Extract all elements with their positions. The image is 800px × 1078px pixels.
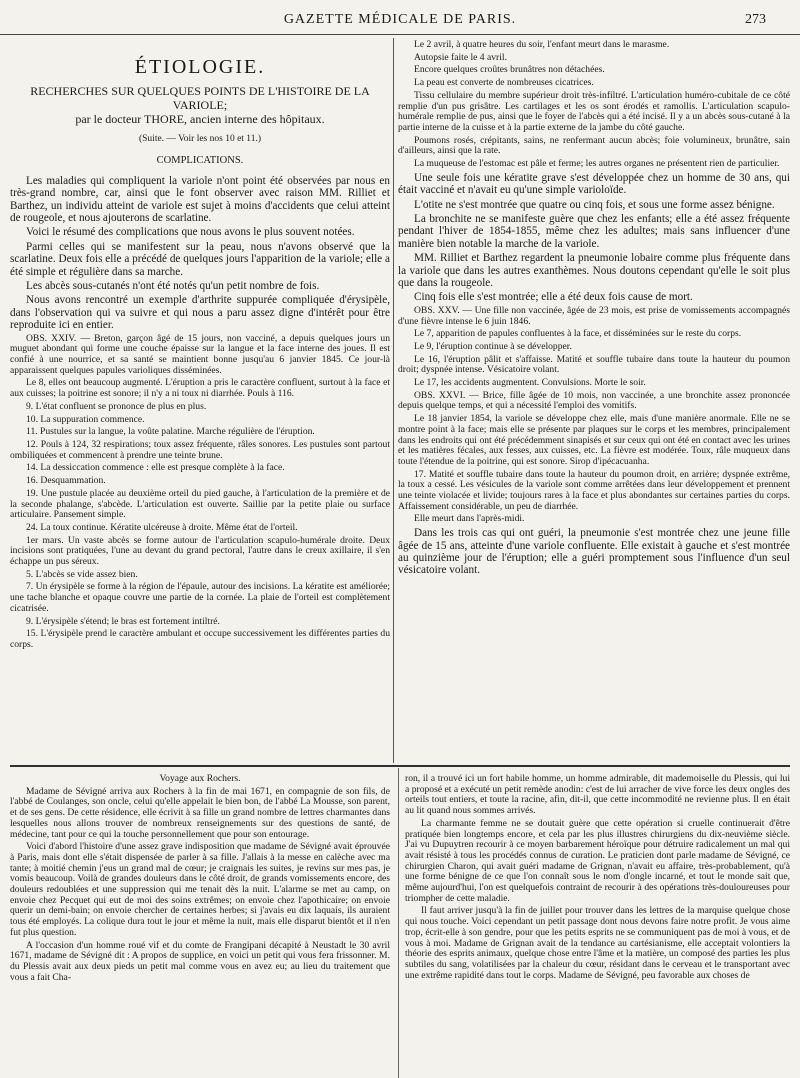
paragraph: Les abcès sous-cutanés n'ont été notés qu'un petit nombre de fois. [26,280,320,293]
paragraph: Le 8, elles ont beaucoup augmenté. L'éruption a pris le caractère confluent, surtout à la face et aux cuisses; la poitrine est sonore; il n'y a ni toux ni diarrhée. Pouls à 116. [10,377,390,400]
subsection-heading: COMPLICATIONS. [156,155,244,167]
paragraph: Le 2 avril, à quatre heures du soir, l'enfant meurt dans le marasme. [414,40,670,50]
paragraph: ron, il a trouvé ici un fort habile homme, un homme admirable, dit mademoiselle du Plessis, qui lui a proposé et a exécuté un petit remède anodin: c'est de lui arracher de vive force les deux ongles des orteils tout entiers, et toute la racine, afin, dit-il, que cette incommodité ne revienne plus. Il en était au lit quand nous sommes arrivés. [405,774,790,817]
observation-paragraph: OBS. XXV. — Une fille non vaccinée, âgée de 23 mois, est prise de vomissements accompagnés d'une fièvre intense le 6 juin 1846. [398,304,790,327]
paragraph: 14. La dessiccation commence : elle est presque complète à la face. [26,462,285,474]
paragraph: Le 9, l'éruption continue à se développer. [414,340,572,352]
paragraph: Les maladies qui compliquent la variole n'ont point été observées par nous en très-grand nombre, car, ainsi que le font observer avec raison MM. Rilliet et Barthez, un individu atteint de variole est sujet à moins d'accidents que celui atteint de rougeole, et nous ajouterons de scarlatine. [10,174,390,224]
paragraph: 10. La suppuration commence. [26,413,145,425]
paragraph: Voici d'abord l'histoire d'une assez grave indisposition que madame de Sévigné avait éprouvée à Paris, mais dont elle s'était dispensée de parler à sa fille. J'allais à la messe en calèche avec ma tante; à moitié chemin j'eus un grand mal de cœur; je craignais les suites, je revins sur mes pas, je vomis beaucoup. Voilà de grandes douleurs dans le côté droit, de grands vomissements encore, des douleurs redoublées et une suppression qui me tenait dès la nuit. L'alarme se met au camp, on envoie chez Pecquet qui eut de moi des soins extrêmes; on envoie chez l'apothicaire; on envoie querir un demi-bain; on envoie chercher de certaines herbes; si j'avais eu dix laquais, ils auraient tous été employés. La colique dura tout le jour et même la nuit, mais elle disparut bientôt et il n'en fut plus question. [10,841,390,938]
paragraph: Encore quelques croûtes brunâtres non détachées. [414,64,605,76]
paragraph: Le 7, apparition de papules confluentes à la face, et disséminées sur le reste du corps. [414,328,742,340]
paragraph: Il faut arriver jusqu'à la fin de juillet pour trouver dans les lettres de la marquise quelque chose qui nous touche. Voici cependant un petit passage dont nous devons faire notre profit. Je vous aime trop, écrit-elle à son gendre, pour que les petits esprits ne se communiquent pas de moi à vous, et de vous à moi. Madame de Grignan avait de la tendance au cartésianisme, elle acceptait volontiers la théorie des esprits animaux, quelque chose entre l'âme et la matière, un composé des parties les plus subtiles du sang, volatilisées par la chaleur du cœur, résidant dans le cerveau et le transportant avec une extrême rapidité dans tout le corps. Madame de Sévigné, peu favorable aux choses de [405,905,790,981]
paragraph: Madame de Sévigné arriva aux Rochers à la fin de mai 1671, en compagnie de son fils, de l'abbé de Coulanges, son oncle, celui qu'elle appelait le bien bon, de l'abbé La Mousse, son parent, et de ses gens. De cette résidence, elle écrivit à sa fille un grand nombre de lettres charmantes dans lesquelles nous allons trouver de nombreux renseignements sur des questions de santé, de médecine, tant pour ce qui la touche personnellement que pour son entourage. [10,785,390,840]
paragraph: 11. Pustules sur la langue, la voûte palatine. Marche régulière de l'éruption. [26,426,315,438]
paragraph: 9. L'état confluent se prononce de plus en plus. [26,400,207,412]
paragraph: 7. Un érysipèle se forme à la région de l'épaule, autour des incisions. La kératite est améliorée; une tache blanche et opaque couvre une partie de la cornée. La plaie de l'orteil est complètement cicatrisée. [10,581,390,614]
paragraph: A l'occasion d'un homme roué vif et du comte de Frangipani décapité à Neustadt le 30 avril 1671, madame de Sévigné dit : A propos de supplice, en voici un petit qui vous fera frissonner. M. du Plessis avait aux deux pieds un petit mal comme vous en avez eu; au lieu du traitement que vous a fait Cha- [10,939,390,983]
paragraph: Autopsie faite le 4 avril. [414,51,507,63]
column-left-top [10,40,390,760]
column-left-bottom [10,774,390,1074]
page-header [0,0,800,35]
suite-note: (Suite. — Voir les nos 10 et 11.) [138,133,261,144]
column-right-top [398,40,790,760]
feuilleton-divider [10,765,790,767]
paragraph: Voici le résumé des complications que nous avons le plus souvent notées. [26,226,355,239]
paragraph: Cinq fois elle s'est montrée; elle a été deux fois cause de mort. [414,291,693,304]
column-right-bottom [405,774,790,1074]
paragraph: MM. Rilliet et Barthez regardent la pneumonie lobaire comme plus fréquente dans la variole que dans les autres exanthèmes. Nous doutons cependant qu'elle le soit plus que dans la rougeole. [398,252,790,289]
paragraph: 24. La toux continue. Kératite ulcéreuse à droite. Même état de l'orteil. [26,521,298,533]
observation-paragraph: OBS. XXVI. — Brice, fille âgée de 10 mois, non vaccinée, a une bronchite assez prononcée depuis quelque temps, et qui a nécessité l'emploi des vomitifs. [398,389,790,412]
journal-title: GAZETTE MÉDICALE DE PARIS. [283,12,517,27]
page-number: 273 [745,12,766,27]
subtitle-line-2: par le docteur THORE, ancien interne des hôpitaux. [75,111,325,126]
column-divider-bottom [398,768,399,1078]
paragraph: 5. L'abcès se vide assez bien. [26,568,138,580]
feuilleton-title: Voyage aux Rochers. [159,774,241,784]
paragraph: La charmante femme ne se doutait guère que cette opération si cruelle continuerait d'être pratiquée bien longtemps encore, et cela par les plus illustres chirurgiens du dix-neuvième siècle. J'ai vu Dupuytren recourir à ce moyen barbarement héroïque pour détruire radicalement un mal qui avait résisté à tous les procédés connus de curation. Le praticien dont parle madame de Sévigné, ce chirurgien Charon, qui avait guéri madame de Grignan, n'avait eu affaire, très-probablement, qu'à une forme bénigne de ce que l'on connaît sous le nom d'ongle incarné, et tout le monde sait que, même aujourd'hui, l'on est quelquefois contraint de recourir à des opérations très-douloureuses pour triompher de cette maladie. [405,817,790,904]
paragraph: 1er mars. Un vaste abcès se forme autour de l'articulation scapulo-humérale droite. Deux incisions sont pratiquées, l'une au devant du grand pectoral, l'autre dans le creux axillaire, il s'en échappe un pus séreux. [10,534,390,568]
paragraph: 12. Pouls à 124, 32 respirations; toux assez fréquente, râles sonores. Les pustules sont partout ombiliquées et commencent à prendre une teinte brune. [10,438,390,461]
paragraph: Elle meurt dans l'après-midi. [414,513,525,525]
article-subtitle [10,84,390,126]
column-divider [393,38,394,763]
paragraph: Parmi celles qui se manifestent sur la peau, nous n'avons observé que la scarlatine. Deux fois elle a précédé de quelques jours l'apparition de la variole; elle a été simple et régulière dans sa marche. [10,240,390,278]
section-title: ÉTIOLOGIE. [134,56,266,78]
paragraph: Poumons rosés, crépitants, sains, ne renfermant aucun abcès; foie volumineux, brunâtre, sain d'ailleurs, ainsi que la rate. [398,134,790,157]
paragraph: La peau est converte de nombreuses cicatrices. [414,77,594,89]
paragraph: Le 17, les accidents augmentent. Convulsions. Morte le soir. [414,377,646,389]
subtitle-line-1: RECHERCHES SUR QUELQUES POINTS DE L'HISTOIRE DE LA VARIOLE; [30,83,370,112]
paragraph: 15. L'érysipèle prend le caractère ambulant et occupe successivement les différentes parties du corps. [10,628,390,650]
paragraph: Dans les trois cas qui ont guéri, la pneumonie s'est montrée chez une jeune fille âgée de 15 ans, atteinte d'une variole confluente. Elle existait à gauche et s'est montrée au quinzième jour de l'éruption; elle a guéri promptement sous l'influence d'un seul vésicatoire volant. [398,527,790,577]
paragraph: La muqueuse de l'estomac est pâle et ferme; les autres organes ne présentent rien de particulier. [414,158,780,170]
paragraph: 19. Une pustule placée au deuxième orteil du pied gauche, à l'articulation de la première et de la seconde phalange, s'abcède. L'articulation est ouverte. Saillie par la petite plaie ou surface articulaire. Pansement simple. [10,487,390,521]
observation-paragraph: OBS. XXIV. — Breton, garçon âgé de 15 jours, non vacciné, a depuis quelques jours un muguet abondant qui forme une couche épaisse sur la langue et la face interne des joues. Il est confié à une nourrice, et sa santé se maintient bonne jusqu'au 6 janvier 1845. Ce jour-là apparaissent quelques papules varioliques disséminées. [10,332,390,376]
paragraph: 16. Desquammation. [26,475,106,487]
paragraph: Tissu cellulaire du membre supérieur droit très-infiltré. L'articulation huméro-cubitale de ce côté remplie d'un pus grisâtre. Les cartilages et les os sont érodés et ramollis. L'articulation scapulo-humérale remplie de pus, ainsi que le foyer de l'abcès qui a été incisé. Il y a un abcès sous-cutané à la partie interne de la cuisse et à la partie externe de la jambe du côté gauche. [398,89,790,133]
paragraph: Une seule fois une kératite grave s'est développée chez un homme de 30 ans, qui était vacciné et n'avait eu qu'une simple varioloïde. [398,171,790,197]
paragraph: La bronchite ne se manifeste guère que chez les enfants; elle a été assez fréquente pendant l'hiver de 1854-1855, même chez les adultes; mais sans influencer d'une manière bien notable la marche de la variole. [398,212,790,250]
paragraph: 17. Matité et souffle tubaire dans toute la hauteur du poumon droit, en arrière; dyspnée extrême, la toux a cessé. Les vésicules de la variole sont comme arrêtées dans leur développement et prennent une teinte violacée et livide; toujours rares à la face et plus abondantes sur certaines parties du corps. Affaissement considérable, un peu de diarrhée. [398,468,790,512]
paragraph: Le 16, l'éruption pâlit et s'affaisse. Matité et souffle tubaire dans toute la hauteur du poumon droit; dyspnée intense. Vésicatoire volant. [398,353,790,376]
paragraph: Le 18 janvier 1854, la variole se développe chez elle, mais d'une manière anormale. Elle ne se montre point à la face; mais elle se présente par plaques sur le corps et les membres, principalement dans les endroits qui ont été précédemment sinapisés et sur ceux qui ont été en contact avec les urines et les matières fécales, aux fesses, aux cuisses, etc. La fièvre est modérée. Toux, râle muqueux dans toute l'étendue de la poitrine, qui est sonore. Sirop d'ipécacuanha. [398,413,790,467]
paragraph: L'otite ne s'est montrée que quatre ou cinq fois, et sous une forme assez bénigne. [414,198,775,211]
paragraph: 9. L'érysipèle s'étend; le bras est fortement intiltré. [26,615,220,627]
paragraph: Nous avons rencontré un exemple d'arthrite suppurée compliquée d'érysipèle, dans l'observation qui va suivre et qui nous a paru assez digne d'intérêt pour être reproduite ici en entier. [10,294,390,332]
